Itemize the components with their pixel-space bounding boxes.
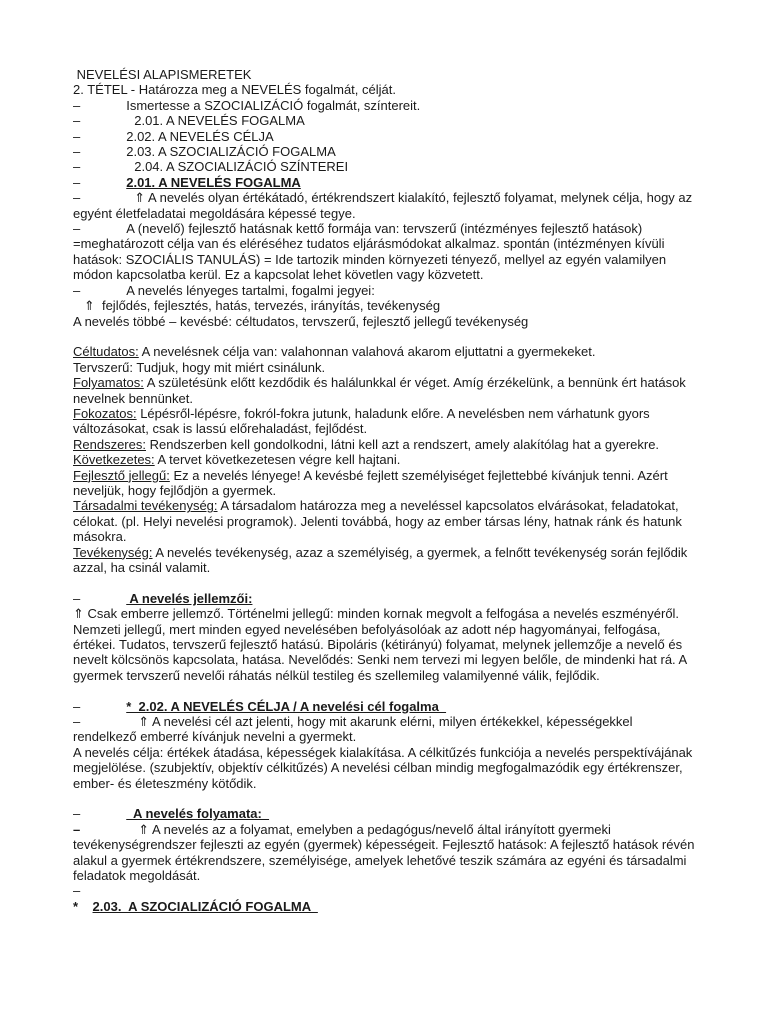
outline-item: – 2.04. A SZOCIALIZÁCIÓ SZÍNTEREI (73, 159, 349, 175)
document-title: NEVELÉSI ALAPISMERETEK (73, 67, 252, 82)
definition: Következetes: A tervet következetesen végre kell hajtani. (73, 452, 401, 468)
outline-item: – 2.03. A SZOCIALIZÁCIÓ FOGALMA (73, 144, 336, 160)
outline-item: – Ismertesse a SZOCIALIZÁCIÓ fogalmát, színtereit. (73, 97, 421, 113)
definition: Folyamatos: A születésünk előtt kezdődik és halálunkkal ér véget. Amíg érzékelünk, a bennünk ért hatások nevelnek bennünket. (73, 375, 686, 406)
definition: Társadalmi tevékenység: A társadalom határozza meg a neveléssel kapcsolatos elvárásokat, feladatokat, célokat. (pl. Helyi nevelési programok). Jelenti továbbá, hogy az ember társas lény, hatnak ránk és hatunk másokra. (73, 498, 682, 545)
section-heading: – * 2.02. A NEVELÉS CÉLJA / A nevelési cél fogalma (73, 698, 447, 714)
document-page (73, 67, 698, 914)
section-heading: – 2.01. A NEVELÉS FOGALMA (73, 174, 301, 190)
paragraph: A nevelés többé – kevésbé: céltudatos, tervszerű, fejlesztő jellegű tevékenység (73, 313, 529, 329)
definition: Tevékenység: A nevelés tevékenység, azaz a személyiség, a gyermek, a felnőtt tevékenység során fejlődik azzal, ha csinál valamit. (73, 544, 688, 575)
definition: Fejlesztő jellegű: Ez a nevelés lényege! A kevésbé fejlett személyiséget fejlettebbé kívánjuk tenni. Azért neveljük, hogy fejlődjön a gyermek. (73, 467, 668, 498)
definition: Rendszeres: Rendszerben kell gondolkodni, látni kell azt a rendszert, amely alakítólag hat a gyerekre. (73, 436, 660, 452)
paragraph: – ⇑ A nevelési cél azt jelenti, hogy mit akarunk elérni, milyen értékekkel, képességekkel rendelkező emberré kívánjuk nevelni a gyermekt. (73, 714, 633, 745)
definition: Céltudatos: A nevelésnek célja van: valahonnan valahová akarom eljuttatni a gyermekeket. (73, 344, 596, 360)
paragraph: – ⇑ A nevelés olyan értékátadó, értékrendszert kialakító, fejlesztő folyamat, melynek célja, hogy az egyént életfeladatai megoldására képessé tegye. (73, 190, 693, 221)
outline-item: – 2.01. A NEVELÉS FOGALMA (73, 113, 305, 129)
exam-topic-line: 2. TÉTEL - Határozza meg a NEVELÉS fogalmát, célját. (73, 82, 396, 98)
outline-item: – 2.02. A NEVELÉS CÉLJA (73, 128, 274, 144)
paragraph: – A nevelés lényeges tartalmi, fogalmi jegyei: (73, 282, 375, 298)
section-heading: * 2.03. A SZOCIALIZÁCIÓ FOGALMA (73, 898, 318, 914)
section-heading: – A nevelés folyamata: (73, 806, 270, 822)
section-heading: – A nevelés jellemzői: (73, 590, 253, 606)
definition: Fokozatos: Lépésről-lépésre, fokról-fokra jutunk, haladunk előre. A nevelésben nem várhatunk gyors változásokat, csak is lassú előrehaladást, fejlődést. (73, 405, 650, 437)
paragraph: ⇑ Csak emberre jellemző. Történelmi jellegű: minden kornak megvolt a felfogása a nevelés eszményéről. Nemzeti jellegű, mert minden egyed nevelésében befolyásolóak az adott nép hagyományai, felfogása, értékei. Tudatos, tervszerű fejlesztő hatású. Bipoláris (kétirányú) folyamat, melynek jellemzője a nevelő és nevelt kölcsönös kapcsolata, hatása. Nevelődés: Senki nem tervezi mi legyen belőle, de mindenki hat rá. A gyermek tervszerű nevelői ráhatás nélkül testileg és szellemileg valamilyenné válik, fejlődik. (73, 606, 687, 683)
dash-line: – (73, 883, 81, 899)
keyword-line: ⇑ fejlődés, fejlesztés, hatás, tervezés, irányítás, tevékenység (83, 298, 441, 314)
paragraph: – ⇑ A nevelés az a folyamat, emelyben a pedagógus/nevelő által irányított gyermeki tevékenységrendszer fejleszti az egyén (gyermek) képességeit. Fejlesztő hatások: A fejlesztő hatások révén alakul a gyermek értékrendszere, személyisége, amelyek lehetővé teszik számára az egyéni és társadalmi feladatok megoldását. (73, 821, 695, 884)
paragraph: – A (nevelő) fejlesztő hatásnak kettő formája van: tervszerű (intézményes fejlesztő hatások) =meghatározott célja van és eléréséhez tudatos eljárásmódokat alkalmaz. spontán (intézményen kívüli hatások: SZOCIÁLIS TANULÁS) = Ide tartozik minden környezeti tényező, mellyel az egyén valamilyen módon kapcsolatba kerül. Ez a kapcsolat lehet követlen vagy közvetett. (73, 221, 667, 283)
paragraph: A nevelés célja: értékek átadása, képességek kialakítása. A célkitűzés funkciója a nevelés perspektívájának megjelölése. (szubjektív, objektív célkitűzés) A nevelési célban mindig megfogalmazódik egy értékrenszer, ember- és életeszmény kötődik. (73, 744, 693, 791)
definition: Tervszerű: Tudjuk, hogy mit miért csinálunk. (73, 359, 326, 375)
